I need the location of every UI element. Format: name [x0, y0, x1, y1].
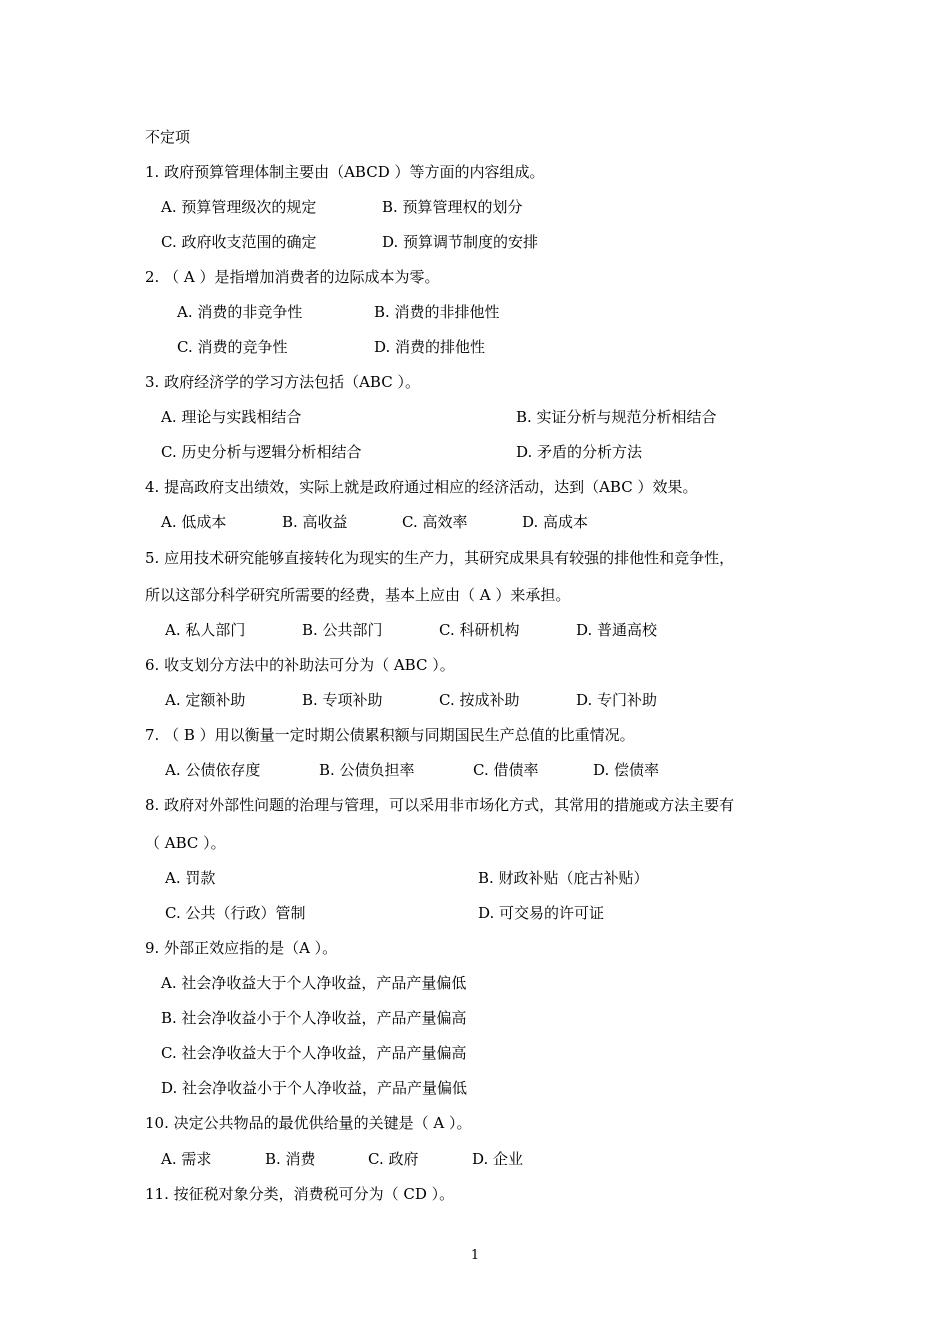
question-3-option-c: C. 历史分析与逻辑分析相结合	[161, 443, 362, 461]
page-number: 1	[470, 1248, 480, 1263]
question-4-option-c: C. 高效率	[402, 513, 468, 531]
question-7-option-c: C. 借债率	[473, 761, 539, 779]
question-6-option-d: D. 专门补助	[576, 691, 658, 709]
question-5-stem-line-1: 5. 应用技术研究能够直接转化为现实的生产力，其研究成果具有较强的排他性和竞争性，	[145, 549, 735, 567]
question-1-stem: 1. 政府预算管理体制主要由（ABCD ）等方面的内容组成。	[145, 163, 545, 181]
question-10-option-b: B. 消费	[265, 1150, 316, 1168]
question-3-option-a: A. 理论与实践相结合	[161, 408, 302, 426]
question-10-option-a: A. 需求	[161, 1150, 212, 1168]
question-2-option-b: B. 消费的非排他性	[374, 303, 500, 321]
question-2-option-d: D. 消费的排他性	[374, 338, 486, 356]
question-2-option-c: C. 消费的竞争性	[177, 338, 288, 356]
question-4-stem: 4. 提高政府支出绩效，实际上就是政府通过相应的经济活动，达到（ABC ）效果。	[145, 478, 698, 496]
question-10-option-c: C. 政府	[368, 1150, 419, 1168]
question-6-option-a: A. 定额补助	[165, 691, 246, 709]
question-5-option-d: D. 普通高校	[576, 621, 658, 639]
question-8-option-a: A. 罚款	[165, 869, 216, 887]
question-6-option-b: B. 专项补助	[302, 691, 383, 709]
question-9-stem: 9. 外部正效应指的是（A ）。	[145, 939, 338, 957]
question-5-option-b: B. 公共部门	[302, 621, 383, 639]
question-6-option-c: C. 按成补助	[439, 691, 520, 709]
question-7-stem: 7. （ B ）用以衡量一定时期公债累积额与同期国民生产总值的比重情况。	[145, 726, 635, 744]
question-1-option-b: B. 预算管理权的划分	[382, 198, 523, 216]
question-5-option-c: C. 科研机构	[439, 621, 520, 639]
question-3-option-b: B. 实证分析与规范分析相结合	[516, 408, 717, 426]
question-9-option-a: A. 社会净收益大于个人净收益，产品产量偏低	[161, 974, 467, 992]
question-8-option-b: B. 财政补贴（庇古补贴）	[478, 869, 649, 887]
question-4-option-a: A. 低成本	[161, 513, 227, 531]
question-3-stem: 3. 政府经济学的学习方法包括（ABC ）。	[145, 373, 420, 391]
question-2-stem: 2. （ A ）是指增加消费者的边际成本为零。	[145, 268, 440, 286]
question-5-option-a: A. 私人部门	[165, 621, 246, 639]
question-7-option-d: D. 偿债率	[593, 761, 660, 779]
section-heading: 不定项	[145, 128, 191, 146]
question-2-option-a: A. 消费的非竞争性	[177, 303, 303, 321]
question-5-stem-line-2: 所以这部分科学研究所需要的经费，基本上应由（ A ）来承担。	[145, 586, 571, 604]
question-7-option-b: B. 公债负担率	[319, 761, 415, 779]
question-1-option-c: C. 政府收支范围的确定	[161, 233, 317, 251]
question-1-option-d: D. 预算调节制度的安排	[382, 233, 539, 251]
question-10-stem: 10. 决定公共物品的最优供给量的关键是（ A ）。	[145, 1114, 472, 1132]
question-4-option-b: B. 高收益	[282, 513, 348, 531]
question-6-stem: 6. 收支划分方法中的补助法可分为（ ABC ）。	[145, 656, 455, 674]
question-3-option-d: D. 矛盾的分析方法	[516, 443, 643, 461]
question-1-option-a: A. 预算管理级次的规定	[161, 198, 317, 216]
question-8-option-c: C. 公共（行政）管制	[165, 904, 306, 922]
question-11-stem: 11. 按征税对象分类，消费税可分为（ CD ）。	[145, 1185, 455, 1203]
question-8-option-d: D. 可交易的许可证	[478, 904, 605, 922]
question-8-stem-line-1: 8. 政府对外部性问题的治理与管理，可以采用非市场化方式，其常用的措施或方法主要有	[145, 796, 735, 814]
question-4-option-d: D. 高成本	[522, 513, 589, 531]
question-9-option-d: D. 社会净收益小于个人净收益，产品产量偏低	[161, 1079, 468, 1097]
question-8-stem-line-2: （ ABC ）。	[145, 834, 226, 852]
question-9-option-b: B. 社会净收益小于个人净收益，产品产量偏高	[161, 1009, 467, 1027]
question-9-option-c: C. 社会净收益大于个人净收益，产品产量偏高	[161, 1044, 467, 1062]
question-7-option-a: A. 公债依存度	[165, 761, 261, 779]
question-10-option-d: D. 企业	[472, 1150, 524, 1168]
